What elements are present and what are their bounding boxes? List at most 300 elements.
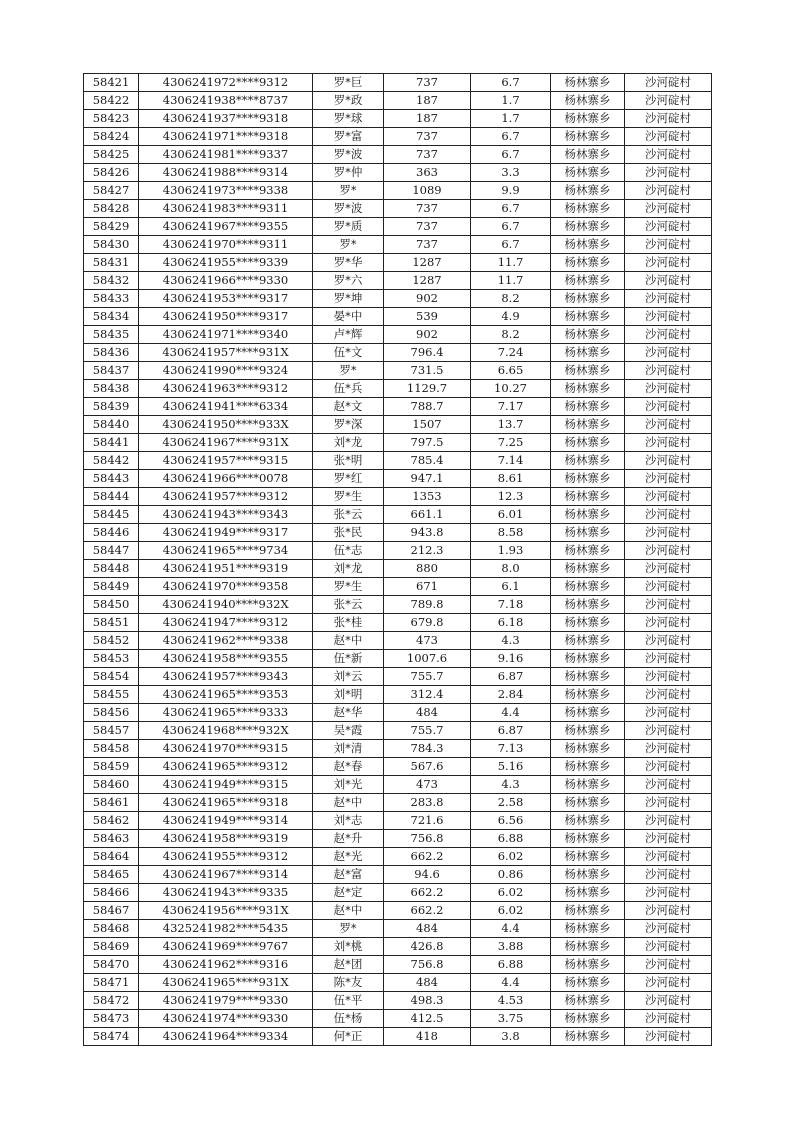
village-cell: 沙河碇村: [625, 560, 712, 578]
row-number-cell: 58454: [84, 668, 139, 686]
row-number-cell: 58444: [84, 488, 139, 506]
row-number-cell: 58423: [84, 110, 139, 128]
table-row: [84, 650, 712, 668]
township-cell: 杨林寨乡: [551, 794, 625, 812]
area-cell: 662.2: [384, 884, 471, 902]
row-number-cell: 58461: [84, 794, 139, 812]
id-number-cell: 4306241955****9312: [139, 848, 313, 866]
area-cell: 187: [384, 92, 471, 110]
name-cell: 何*正: [313, 1028, 384, 1046]
row-number-cell: 58458: [84, 740, 139, 758]
township-cell: 杨林寨乡: [551, 452, 625, 470]
name-cell: 伍*平: [313, 992, 384, 1010]
village-cell: 沙河碇村: [625, 956, 712, 974]
table-row: [84, 956, 712, 974]
id-number-cell: 4306241950****933X: [139, 416, 313, 434]
table-row: [84, 488, 712, 506]
table-row: [84, 578, 712, 596]
row-number-cell: 58447: [84, 542, 139, 560]
village-cell: 沙河碇村: [625, 272, 712, 290]
township-cell: 杨林寨乡: [551, 290, 625, 308]
name-cell: 罗*华: [313, 254, 384, 272]
name-cell: 赵*中: [313, 794, 384, 812]
id-number-cell: 4306241943****9335: [139, 884, 313, 902]
table-row: [84, 524, 712, 542]
table-row: [84, 614, 712, 632]
row-number-cell: 58434: [84, 308, 139, 326]
row-number-cell: 58468: [84, 920, 139, 938]
amount-cell: 6.88: [471, 830, 551, 848]
name-cell: 陈*友: [313, 974, 384, 992]
table-row: [84, 920, 712, 938]
township-cell: 杨林寨乡: [551, 974, 625, 992]
id-number-cell: 4306241988****9314: [139, 164, 313, 182]
name-cell: 吴*霞: [313, 722, 384, 740]
id-number-cell: 4306241973****9338: [139, 182, 313, 200]
id-number-cell: 4306241964****9334: [139, 1028, 313, 1046]
id-number-cell: 4306241971****9318: [139, 128, 313, 146]
row-number-cell: 58459: [84, 758, 139, 776]
row-number-cell: 58453: [84, 650, 139, 668]
area-cell: 721.6: [384, 812, 471, 830]
name-cell: 赵*中: [313, 902, 384, 920]
area-cell: 418: [384, 1028, 471, 1046]
township-cell: 杨林寨乡: [551, 866, 625, 884]
amount-cell: 12.3: [471, 488, 551, 506]
table-row: [84, 938, 712, 956]
row-number-cell: 58464: [84, 848, 139, 866]
table-row: [84, 272, 712, 290]
village-cell: 沙河碇村: [625, 74, 712, 92]
id-number-cell: 4306241937****9318: [139, 110, 313, 128]
area-cell: 187: [384, 110, 471, 128]
id-number-cell: 4306241955****9339: [139, 254, 313, 272]
row-number-cell: 58451: [84, 614, 139, 632]
township-cell: 杨林寨乡: [551, 938, 625, 956]
data-table: [83, 73, 712, 1046]
table-row: [84, 776, 712, 794]
table-row: [84, 128, 712, 146]
village-cell: 沙河碇村: [625, 578, 712, 596]
name-cell: 罗*六: [313, 272, 384, 290]
area-cell: 784.3: [384, 740, 471, 758]
area-cell: 484: [384, 704, 471, 722]
area-cell: 498.3: [384, 992, 471, 1010]
row-number-cell: 58428: [84, 200, 139, 218]
table-row: [84, 380, 712, 398]
village-cell: 沙河碇村: [625, 614, 712, 632]
id-number-cell: 4306241966****9330: [139, 272, 313, 290]
table-row: [84, 344, 712, 362]
amount-cell: 4.4: [471, 974, 551, 992]
township-cell: 杨林寨乡: [551, 902, 625, 920]
table-row: [84, 740, 712, 758]
village-cell: 沙河碇村: [625, 344, 712, 362]
row-number-cell: 58466: [84, 884, 139, 902]
area-cell: 880: [384, 560, 471, 578]
id-number-cell: 4306241966****0078: [139, 470, 313, 488]
id-number-cell: 4306241958****9355: [139, 650, 313, 668]
amount-cell: 6.01: [471, 506, 551, 524]
row-number-cell: 58462: [84, 812, 139, 830]
village-cell: 沙河碇村: [625, 1028, 712, 1046]
amount-cell: 4.4: [471, 704, 551, 722]
village-cell: 沙河碇村: [625, 974, 712, 992]
table-row: [84, 182, 712, 200]
area-cell: 947.1: [384, 470, 471, 488]
name-cell: 罗*红: [313, 470, 384, 488]
name-cell: 罗*球: [313, 110, 384, 128]
id-number-cell: 4306241981****9337: [139, 146, 313, 164]
village-cell: 沙河碇村: [625, 884, 712, 902]
name-cell: 张*云: [313, 596, 384, 614]
township-cell: 杨林寨乡: [551, 326, 625, 344]
area-cell: 737: [384, 236, 471, 254]
township-cell: 杨林寨乡: [551, 164, 625, 182]
area-cell: 539: [384, 308, 471, 326]
amount-cell: 6.88: [471, 956, 551, 974]
area-cell: 731.5: [384, 362, 471, 380]
village-cell: 沙河碇村: [625, 506, 712, 524]
area-cell: 902: [384, 326, 471, 344]
village-cell: 沙河碇村: [625, 236, 712, 254]
amount-cell: 7.18: [471, 596, 551, 614]
id-number-cell: 4306241965****9734: [139, 542, 313, 560]
row-number-cell: 58427: [84, 182, 139, 200]
township-cell: 杨林寨乡: [551, 1010, 625, 1028]
name-cell: 卢*辉: [313, 326, 384, 344]
area-cell: 679.8: [384, 614, 471, 632]
table-row: [84, 254, 712, 272]
village-cell: 沙河碇村: [625, 650, 712, 668]
table-row: [84, 704, 712, 722]
row-number-cell: 58467: [84, 902, 139, 920]
name-cell: 张*桂: [313, 614, 384, 632]
table-row: [84, 560, 712, 578]
name-cell: 罗*: [313, 182, 384, 200]
amount-cell: 6.02: [471, 902, 551, 920]
village-cell: 沙河碇村: [625, 992, 712, 1010]
name-cell: 赵*光: [313, 848, 384, 866]
amount-cell: 8.2: [471, 326, 551, 344]
area-cell: 785.4: [384, 452, 471, 470]
amount-cell: 4.9: [471, 308, 551, 326]
village-cell: 沙河碇村: [625, 704, 712, 722]
amount-cell: 0.86: [471, 866, 551, 884]
id-number-cell: 4306241938****8737: [139, 92, 313, 110]
row-number-cell: 58441: [84, 434, 139, 452]
table-row: [84, 110, 712, 128]
id-number-cell: 4306241969****9767: [139, 938, 313, 956]
row-number-cell: 58472: [84, 992, 139, 1010]
table-row: [84, 362, 712, 380]
township-cell: 杨林寨乡: [551, 992, 625, 1010]
name-cell: 张*云: [313, 506, 384, 524]
amount-cell: 8.0: [471, 560, 551, 578]
township-cell: 杨林寨乡: [551, 110, 625, 128]
township-cell: 杨林寨乡: [551, 254, 625, 272]
area-cell: 902: [384, 290, 471, 308]
area-cell: 671: [384, 578, 471, 596]
village-cell: 沙河碇村: [625, 848, 712, 866]
amount-cell: 6.7: [471, 200, 551, 218]
township-cell: 杨林寨乡: [551, 578, 625, 596]
row-number-cell: 58465: [84, 866, 139, 884]
township-cell: 杨林寨乡: [551, 200, 625, 218]
village-cell: 沙河碇村: [625, 920, 712, 938]
township-cell: 杨林寨乡: [551, 524, 625, 542]
id-number-cell: 4306241947****9312: [139, 614, 313, 632]
table-row: [84, 830, 712, 848]
amount-cell: 9.16: [471, 650, 551, 668]
name-cell: 赵*文: [313, 398, 384, 416]
township-cell: 杨林寨乡: [551, 92, 625, 110]
township-cell: 杨林寨乡: [551, 722, 625, 740]
table-row: [84, 236, 712, 254]
row-number-cell: 58470: [84, 956, 139, 974]
area-cell: 567.6: [384, 758, 471, 776]
township-cell: 杨林寨乡: [551, 704, 625, 722]
row-number-cell: 58431: [84, 254, 139, 272]
township-cell: 杨林寨乡: [551, 1028, 625, 1046]
table-row: [84, 1010, 712, 1028]
name-cell: 罗*: [313, 362, 384, 380]
amount-cell: 6.7: [471, 218, 551, 236]
area-cell: 755.7: [384, 668, 471, 686]
amount-cell: 10.27: [471, 380, 551, 398]
amount-cell: 1.7: [471, 110, 551, 128]
table-body: [84, 74, 712, 1046]
amount-cell: 3.88: [471, 938, 551, 956]
table-row: [84, 470, 712, 488]
row-number-cell: 58422: [84, 92, 139, 110]
row-number-cell: 58448: [84, 560, 139, 578]
amount-cell: 6.18: [471, 614, 551, 632]
village-cell: 沙河碇村: [625, 164, 712, 182]
table-row: [84, 722, 712, 740]
village-cell: 沙河碇村: [625, 776, 712, 794]
id-number-cell: 4306241965****9312: [139, 758, 313, 776]
village-cell: 沙河碇村: [625, 902, 712, 920]
name-cell: 晏*中: [313, 308, 384, 326]
area-cell: 796.4: [384, 344, 471, 362]
area-cell: 1287: [384, 272, 471, 290]
name-cell: 赵*中: [313, 632, 384, 650]
area-cell: 94.6: [384, 866, 471, 884]
name-cell: 罗*生: [313, 488, 384, 506]
name-cell: 赵*升: [313, 830, 384, 848]
area-cell: 756.8: [384, 956, 471, 974]
id-number-cell: 4306241965****9318: [139, 794, 313, 812]
amount-cell: 6.65: [471, 362, 551, 380]
name-cell: 罗*深: [313, 416, 384, 434]
village-cell: 沙河碇村: [625, 686, 712, 704]
row-number-cell: 58456: [84, 704, 139, 722]
row-number-cell: 58425: [84, 146, 139, 164]
area-cell: 363: [384, 164, 471, 182]
township-cell: 杨林寨乡: [551, 776, 625, 794]
id-number-cell: 4306241949****9315: [139, 776, 313, 794]
table-row: [84, 200, 712, 218]
table-row: [84, 326, 712, 344]
id-number-cell: 4306241983****9311: [139, 200, 313, 218]
township-cell: 杨林寨乡: [551, 398, 625, 416]
area-cell: 737: [384, 128, 471, 146]
table-row: [84, 290, 712, 308]
village-cell: 沙河碇村: [625, 308, 712, 326]
village-cell: 沙河碇村: [625, 1010, 712, 1028]
village-cell: 沙河碇村: [625, 110, 712, 128]
id-number-cell: 4306241957****931X: [139, 344, 313, 362]
id-number-cell: 4306241970****9358: [139, 578, 313, 596]
table-row: [84, 668, 712, 686]
township-cell: 杨林寨乡: [551, 884, 625, 902]
id-number-cell: 4306241965****9353: [139, 686, 313, 704]
id-number-cell: 4306241970****9315: [139, 740, 313, 758]
village-cell: 沙河碇村: [625, 326, 712, 344]
township-cell: 杨林寨乡: [551, 542, 625, 560]
village-cell: 沙河碇村: [625, 938, 712, 956]
row-number-cell: 58440: [84, 416, 139, 434]
area-cell: 312.4: [384, 686, 471, 704]
name-cell: 伍*志: [313, 542, 384, 560]
amount-cell: 2.84: [471, 686, 551, 704]
township-cell: 杨林寨乡: [551, 848, 625, 866]
id-number-cell: 4306241950****9317: [139, 308, 313, 326]
id-number-cell: 4306241941****6334: [139, 398, 313, 416]
township-cell: 杨林寨乡: [551, 650, 625, 668]
village-cell: 沙河碇村: [625, 146, 712, 164]
area-cell: 484: [384, 974, 471, 992]
township-cell: 杨林寨乡: [551, 560, 625, 578]
area-cell: 755.7: [384, 722, 471, 740]
township-cell: 杨林寨乡: [551, 956, 625, 974]
area-cell: 737: [384, 146, 471, 164]
name-cell: 罗*: [313, 236, 384, 254]
row-number-cell: 58436: [84, 344, 139, 362]
name-cell: 刘*桃: [313, 938, 384, 956]
township-cell: 杨林寨乡: [551, 182, 625, 200]
area-cell: 473: [384, 776, 471, 794]
row-number-cell: 58443: [84, 470, 139, 488]
township-cell: 杨林寨乡: [551, 344, 625, 362]
amount-cell: 7.14: [471, 452, 551, 470]
table-row: [84, 596, 712, 614]
amount-cell: 7.13: [471, 740, 551, 758]
amount-cell: 3.75: [471, 1010, 551, 1028]
id-number-cell: 4306241990****9324: [139, 362, 313, 380]
township-cell: 杨林寨乡: [551, 380, 625, 398]
id-number-cell: 4325241982****5435: [139, 920, 313, 938]
amount-cell: 7.25: [471, 434, 551, 452]
name-cell: 伍*杨: [313, 1010, 384, 1028]
village-cell: 沙河碇村: [625, 722, 712, 740]
id-number-cell: 4306241968****932X: [139, 722, 313, 740]
row-number-cell: 58439: [84, 398, 139, 416]
table-row: [84, 74, 712, 92]
area-cell: 737: [384, 200, 471, 218]
id-number-cell: 4306241949****9317: [139, 524, 313, 542]
amount-cell: 1.7: [471, 92, 551, 110]
id-number-cell: 4306241972****9312: [139, 74, 313, 92]
table-row: [84, 992, 712, 1010]
id-number-cell: 4306241957****9343: [139, 668, 313, 686]
name-cell: 伍*兵: [313, 380, 384, 398]
amount-cell: 6.1: [471, 578, 551, 596]
area-cell: 756.8: [384, 830, 471, 848]
township-cell: 杨林寨乡: [551, 416, 625, 434]
area-cell: 484: [384, 920, 471, 938]
id-number-cell: 4306241957****9312: [139, 488, 313, 506]
amount-cell: 6.7: [471, 128, 551, 146]
row-number-cell: 58445: [84, 506, 139, 524]
id-number-cell: 4306241953****9317: [139, 290, 313, 308]
table-row: [84, 686, 712, 704]
table-row: [84, 542, 712, 560]
row-number-cell: 58469: [84, 938, 139, 956]
name-cell: 罗*富: [313, 128, 384, 146]
area-cell: 788.7: [384, 398, 471, 416]
area-cell: 797.5: [384, 434, 471, 452]
village-cell: 沙河碇村: [625, 470, 712, 488]
area-cell: 1287: [384, 254, 471, 272]
table-row: [84, 632, 712, 650]
village-cell: 沙河碇村: [625, 362, 712, 380]
amount-cell: 4.53: [471, 992, 551, 1010]
row-number-cell: 58471: [84, 974, 139, 992]
village-cell: 沙河碇村: [625, 434, 712, 452]
township-cell: 杨林寨乡: [551, 668, 625, 686]
township-cell: 杨林寨乡: [551, 632, 625, 650]
area-cell: 473: [384, 632, 471, 650]
amount-cell: 7.17: [471, 398, 551, 416]
amount-cell: 8.61: [471, 470, 551, 488]
name-cell: 罗*坤: [313, 290, 384, 308]
township-cell: 杨林寨乡: [551, 128, 625, 146]
row-number-cell: 58421: [84, 74, 139, 92]
village-cell: 沙河碇村: [625, 596, 712, 614]
table-row: [84, 902, 712, 920]
area-cell: 737: [384, 74, 471, 92]
name-cell: 刘*清: [313, 740, 384, 758]
id-number-cell: 4306241956****931X: [139, 902, 313, 920]
township-cell: 杨林寨乡: [551, 218, 625, 236]
amount-cell: 6.7: [471, 74, 551, 92]
table-row: [84, 884, 712, 902]
township-cell: 杨林寨乡: [551, 74, 625, 92]
name-cell: 赵*定: [313, 884, 384, 902]
id-number-cell: 4306241965****931X: [139, 974, 313, 992]
id-number-cell: 4306241943****9343: [139, 506, 313, 524]
name-cell: 罗*波: [313, 200, 384, 218]
table-row: [84, 848, 712, 866]
row-number-cell: 58473: [84, 1010, 139, 1028]
row-number-cell: 58435: [84, 326, 139, 344]
row-number-cell: 58424: [84, 128, 139, 146]
name-cell: 罗*生: [313, 578, 384, 596]
row-number-cell: 58460: [84, 776, 139, 794]
township-cell: 杨林寨乡: [551, 614, 625, 632]
township-cell: 杨林寨乡: [551, 812, 625, 830]
township-cell: 杨林寨乡: [551, 236, 625, 254]
area-cell: 426.8: [384, 938, 471, 956]
amount-cell: 11.7: [471, 272, 551, 290]
village-cell: 沙河碇村: [625, 668, 712, 686]
id-number-cell: 4306241967****9355: [139, 218, 313, 236]
village-cell: 沙河碇村: [625, 182, 712, 200]
row-number-cell: 58455: [84, 686, 139, 704]
table-row: [84, 434, 712, 452]
